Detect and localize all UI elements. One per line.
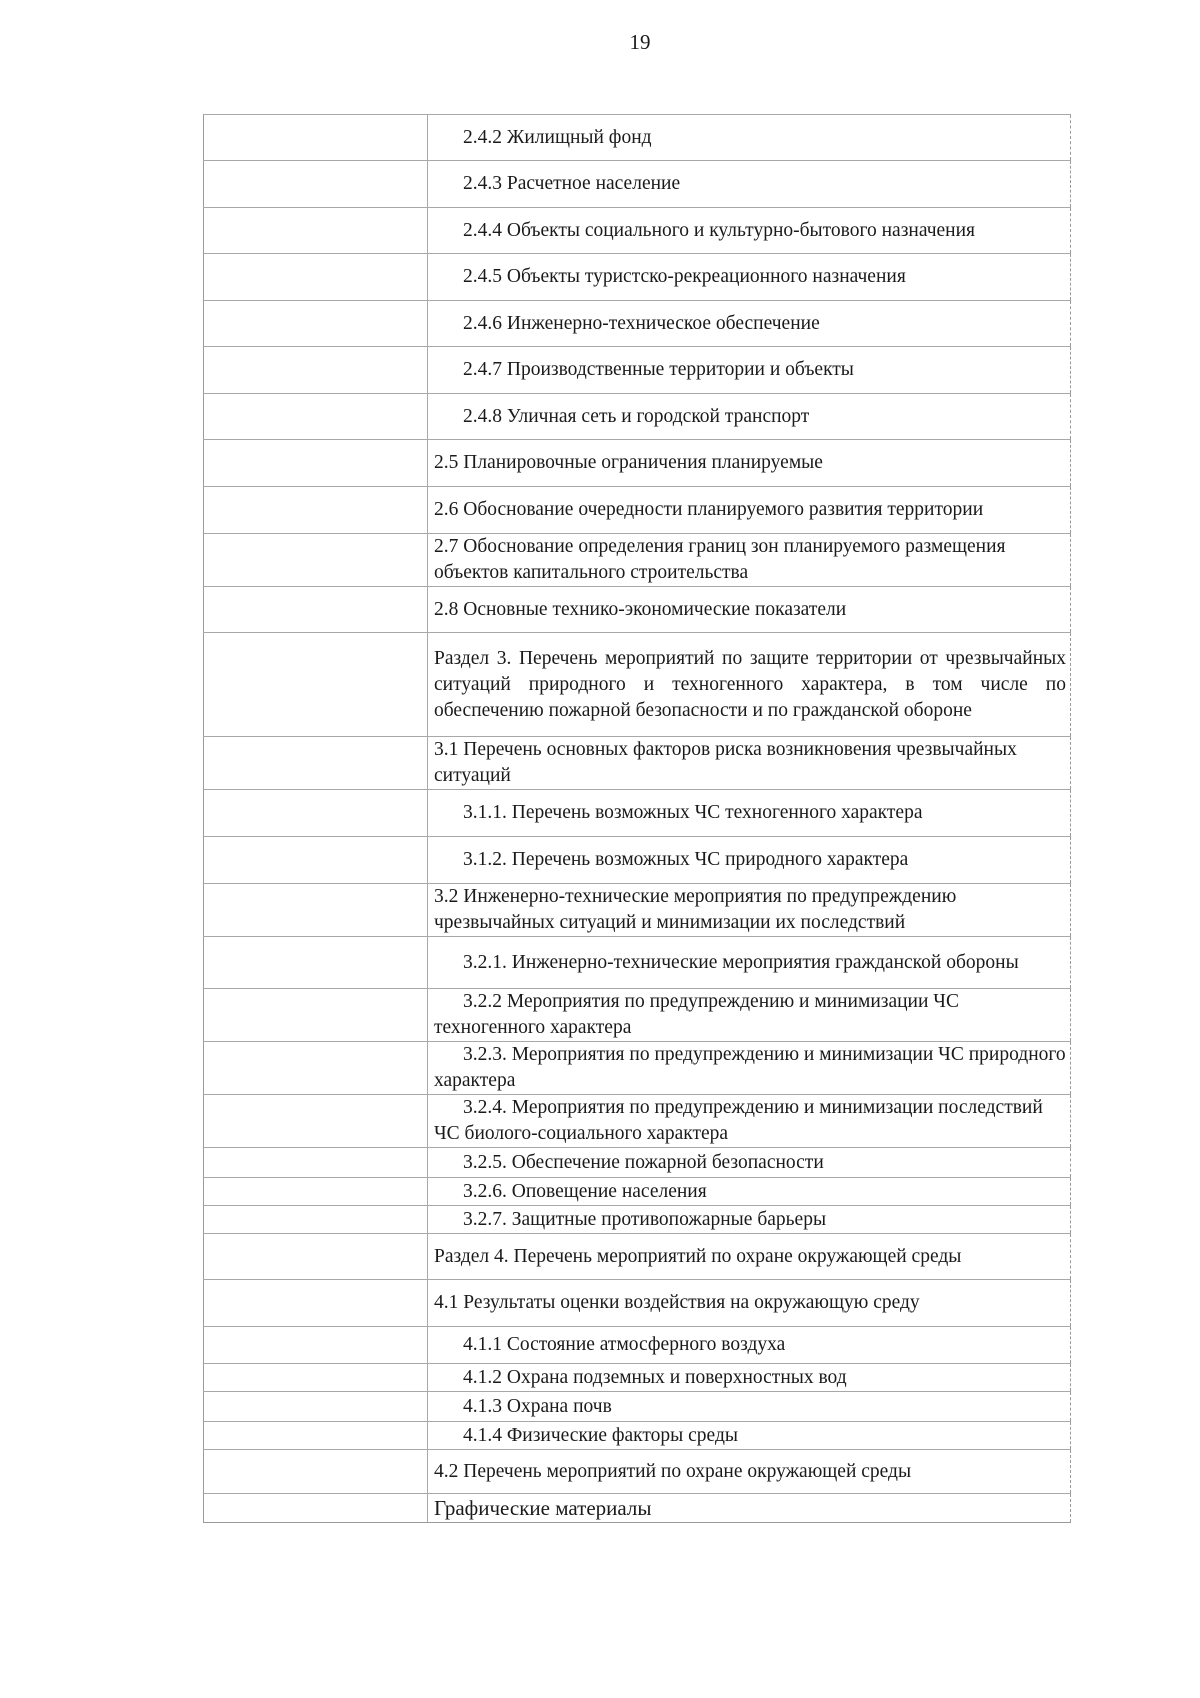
toc-page-cell	[204, 1234, 428, 1280]
toc-page-cell	[204, 837, 428, 884]
toc-title-cell	[428, 1280, 1071, 1327]
toc-entry-text: 2.5 Планировочные ограничения планируемые	[434, 452, 823, 473]
toc-entry-text: 2.4.2 Жилищный фонд	[463, 126, 652, 148]
toc-row	[204, 1206, 1071, 1234]
toc-entry-text: Раздел 4. Перечень мероприятий по охране окружающей среды	[434, 1245, 962, 1267]
toc-page-cell	[204, 1178, 428, 1206]
toc-title-cell	[428, 487, 1071, 534]
toc-row	[204, 440, 1071, 487]
toc-row	[204, 161, 1071, 208]
toc-page-cell	[204, 1327, 428, 1364]
toc-entry-text: 2.4.5 Объекты туристско-рекреационного назначения	[463, 266, 906, 287]
toc-title-cell	[428, 937, 1071, 989]
toc-title-cell	[428, 1148, 1071, 1178]
toc-page-cell	[204, 633, 428, 737]
toc-entry-text: 2.4.6 Инженерно-техническое обеспечение	[463, 312, 820, 334]
toc-page-cell	[204, 1494, 428, 1523]
toc-page-cell	[204, 1450, 428, 1494]
toc-entry-text: 3.2.3. Мероприятия по предупреждению и минимизации ЧС природного характера	[434, 1044, 1066, 1091]
toc-row	[204, 989, 1071, 1042]
table-of-contents	[203, 114, 1071, 1523]
toc-title-cell	[428, 884, 1071, 937]
toc-row	[204, 837, 1071, 884]
toc-title-cell	[428, 440, 1071, 487]
toc-title-cell	[428, 1450, 1071, 1494]
toc-title-cell	[428, 1206, 1071, 1234]
toc-title-cell	[428, 1095, 1071, 1148]
toc-row	[204, 1148, 1071, 1178]
toc-page-cell	[204, 737, 428, 790]
toc-row	[204, 884, 1071, 937]
toc-entry-text: 4.1.4 Физические факторы среды	[463, 1424, 738, 1446]
toc-title-cell	[428, 1234, 1071, 1280]
toc-entry-text: 2.8 Основные технико-экономические показатели	[434, 598, 847, 620]
toc-entry-text: 3.2.7. Защитные противопожарные барьеры	[463, 1208, 827, 1230]
toc-row	[204, 254, 1071, 301]
toc-page-cell	[204, 790, 428, 837]
toc-row	[204, 115, 1071, 161]
toc-title-cell	[428, 534, 1071, 587]
toc-title-cell	[428, 989, 1071, 1042]
toc-page-cell	[204, 937, 428, 989]
toc-title-cell	[428, 1327, 1071, 1364]
toc-entry-text: 2.4.4 Объекты социального и культурно-бытового назначения	[463, 219, 976, 241]
toc-row	[204, 1327, 1071, 1364]
toc-entry-text: 2.4.7 Производственные территории и объекты	[463, 359, 854, 380]
toc-entry-text: 2.4.8 Уличная сеть и городской транспорт	[463, 405, 810, 427]
toc-title-cell	[428, 394, 1071, 440]
toc-row	[204, 737, 1071, 790]
toc-title-cell	[428, 790, 1071, 837]
toc-page-cell	[204, 1206, 428, 1234]
toc-entry-text: Графические материалы	[434, 1496, 652, 1520]
toc-page-cell	[204, 1280, 428, 1327]
toc-title-cell	[428, 1364, 1071, 1392]
toc-row	[204, 1422, 1071, 1450]
toc-entry-text: 2.4.3 Расчетное население	[463, 173, 681, 194]
toc-page-cell	[204, 161, 428, 208]
toc-row	[204, 633, 1071, 737]
toc-title-cell	[428, 115, 1071, 161]
toc-title-cell	[428, 1042, 1071, 1095]
toc-title-cell	[428, 1392, 1071, 1422]
toc-title-cell	[428, 737, 1071, 790]
toc-row	[204, 937, 1071, 989]
toc-row	[204, 394, 1071, 440]
toc-entry-text: 2.6 Обоснование очередности планируемого развития территории	[434, 499, 984, 520]
toc-entry-text: 3.2.6. Оповещение населения	[463, 1180, 707, 1202]
toc-entry-text: 3.1 Перечень основных факторов риска возникновения чрезвычайных ситуаций	[434, 739, 1017, 786]
toc-row	[204, 534, 1071, 587]
toc-page-cell	[204, 534, 428, 587]
toc-title-cell	[428, 1178, 1071, 1206]
toc-row	[204, 1095, 1071, 1148]
toc-entry-text: Раздел 3. Перечень мероприятий по защите территории от чрезвычайных ситуаций природного и техногенного характера, в том числе по обеспечению пожарной безопасности и по гражданской обороне	[434, 647, 1066, 721]
toc-entry-text: 3.1.2. Перечень возможных ЧС природного характера	[463, 849, 909, 870]
toc-entry-text: 4.1.2 Охрана подземных и поверхностных вод	[463, 1366, 847, 1388]
toc-page-cell	[204, 440, 428, 487]
toc-row	[204, 1042, 1071, 1095]
toc-page-cell	[204, 884, 428, 937]
toc-row	[204, 301, 1071, 347]
toc-title-cell	[428, 254, 1071, 301]
toc-page-cell	[204, 394, 428, 440]
toc-title-cell	[428, 837, 1071, 884]
toc-page-cell	[204, 115, 428, 161]
toc-row	[204, 487, 1071, 534]
toc-page-cell	[204, 1042, 428, 1095]
toc-title-cell	[428, 161, 1071, 208]
toc-row	[204, 1392, 1071, 1422]
toc-title-cell	[428, 301, 1071, 347]
toc-page-cell	[204, 989, 428, 1042]
toc-entry-text: 3.2 Инженерно-технические мероприятия по предупреждению чрезвычайных ситуаций и минимизации их последствий	[434, 886, 957, 933]
toc-entry-text: 3.2.1. Инженерно-технические мероприятия гражданской обороны	[463, 951, 1019, 973]
toc-title-cell	[428, 633, 1071, 737]
toc-row	[204, 1364, 1071, 1392]
toc-page-cell	[204, 208, 428, 254]
toc-page-cell	[204, 301, 428, 347]
toc-title-cell	[428, 1494, 1071, 1523]
toc-entry-text: 4.1.1 Состояние атмосферного воздуха	[463, 1334, 786, 1355]
toc-row	[204, 208, 1071, 254]
toc-row	[204, 1494, 1071, 1523]
toc-title-cell	[428, 1422, 1071, 1450]
toc-page-cell	[204, 1148, 428, 1178]
toc-page-cell	[204, 254, 428, 301]
toc-page-cell	[204, 1392, 428, 1422]
toc-row	[204, 1234, 1071, 1280]
toc-page-cell	[204, 587, 428, 633]
toc-row	[204, 1280, 1071, 1327]
toc-row	[204, 587, 1071, 633]
toc-entry-text: 4.1 Результаты оценки воздействия на окружающую среду	[434, 1292, 920, 1313]
toc-entry-text: 4.2 Перечень мероприятий по охране окружающей среды	[434, 1460, 912, 1482]
toc-entry-text: 3.2.4. Мероприятия по предупреждению и минимизации последствий ЧС биолого-социального характера	[434, 1097, 1043, 1144]
toc-page-cell	[204, 1364, 428, 1392]
toc-page-cell	[204, 1095, 428, 1148]
toc-entry-text: 3.2.2 Мероприятия по предупреждению и минимизации ЧС техногенного характера	[434, 991, 959, 1038]
toc-title-cell	[428, 347, 1071, 394]
toc-entry-text: 4.1.3 Охрана почв	[463, 1395, 612, 1417]
toc-title-cell	[428, 587, 1071, 633]
toc-entry-text: 3.1.1. Перечень возможных ЧС техногенного характера	[463, 802, 923, 823]
toc-row	[204, 1178, 1071, 1206]
toc-page-cell	[204, 487, 428, 534]
toc-page-cell	[204, 347, 428, 394]
toc-title-cell	[428, 208, 1071, 254]
toc-row	[204, 1450, 1071, 1494]
toc-row	[204, 790, 1071, 837]
toc-entry-text: 2.7 Обоснование определения границ зон планируемого размещения объектов капитального строительства	[434, 536, 1006, 583]
page-number: 19	[629, 30, 651, 54]
toc-entry-text: 3.2.5. Обеспечение пожарной безопасности	[463, 1151, 824, 1173]
toc-row	[204, 347, 1071, 394]
toc-page-cell	[204, 1422, 428, 1450]
